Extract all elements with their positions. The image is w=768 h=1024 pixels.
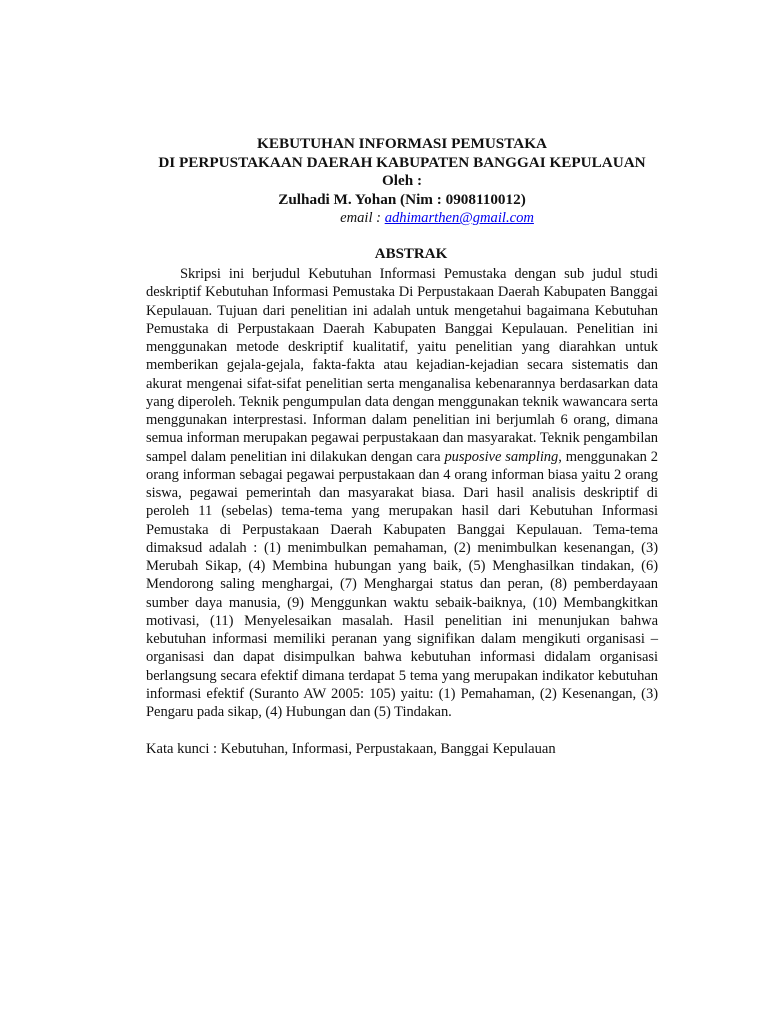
abstract-text-part-1: Skripsi ini berjudul Kebutuhan Informasi Pemustaka dengan sub judul studi deskriptif Kebutuhan Informasi Pemustaka Di Perpustakaan Daerah Kabupaten Banggai Kepulauan. Tujuan dari penelitian ini adalah untuk mengetahui bagaimana Kebutuhan Pemustaka di Perpustakaan Daerah Kabupaten Banggai Kepulauan. Penelitian ini menggunakan metode deskriptif kualitatif, yaitu penelitian yang diarahkan untuk memberikan gejala-gejala, fakta-fakta atau kejadian-kejadian secara sistematis dan akurat mengenai sifat-sifat penelitian serta menganalisa kebenarannya berdasarkan data yang diperoleh. Teknik pengumpulan data dengan menggunakan teknik wawancara serta menggunakan interprestasi. Informan dalam penelitian ini berjumlah 6 orang, dimana semua informan merupakan pegawai perpustakaan dan masyarakat. Teknik pengambilan sampel dalam penelitian ini dilakukan dengan cara (146, 266, 658, 465)
abstract-emphasis: pusposive sampling (444, 448, 559, 465)
title-block (146, 135, 658, 209)
by-label: Oleh : (381, 172, 423, 189)
keywords-line: Kata kunci : Kebutuhan, Informasi, Perpustakaan, Banggai Kepulauan (146, 741, 556, 758)
abstract-heading: ABSTRAK (374, 246, 448, 262)
title-line-2: DI PERPUSTAKAAN DAERAH KABUPATEN BANGGAI KEPULAUAN (158, 153, 646, 171)
email-line (146, 209, 658, 227)
author-line: Zulhadi M. Yohan (Nim : 0908110012) (278, 190, 526, 208)
email-label: email : (340, 210, 385, 226)
title-line-1: KEBUTUHAN INFORMASI PEMUSTAKA (257, 135, 547, 152)
document-page (146, 135, 658, 758)
abstract-paragraph (146, 265, 658, 721)
email-link[interactable]: adhimarthen@gmail.com (384, 210, 534, 226)
abstract-text-part-2: , menggunakan 2 orang informan sebagai pegawai perpustakaan dan 4 orang informan biasa yaitu 2 orang siswa, pegawai pemerintah dan masyarakat biasa. Dari hasil analisis deskriptif di peroleh 11 (sebelas) tema-tema yang merupakan hasil dari Kebutuhan Informasi Pemustaka di Perpustakaan Daerah Kabupaten Banggai Kepulauan. Tema-tema dimaksud adalah : (1) menimbulkan pemahaman, (2) menimbulkan kesenangan, (3) Merubah Sikap, (4) Membina hubungan yang baik, (5) Menghasilkan tindakan, (6) Mendorong saling menghargai, (7) Menghargai status dan peran, (8) pemberdayaan sumber daya manusia, (9) Menggunkan waktu sebaik-baiknya, (10) Membangkitkan motivasi, (11) Menyelesaikan masalah. Hasil penelitian ini menunjukan bahwa kebutuhan informasi memiliki peranan yang signifikan dalam mengikuti organisasi – organisasi dan dapat disimpulkan bahwa kebutuhan informasi didalam organisasi berlangsung secara efektif dimana terdapat 5 tema yang merupakan indikator kebutuhan informasi efektif (Suranto AW 2005: 105) yaitu: (1) Pemahaman, (2) Kesenangan, (3) Pengaru pada sikap, (4) Hubungan dan (5) Tindakan. (146, 448, 658, 720)
